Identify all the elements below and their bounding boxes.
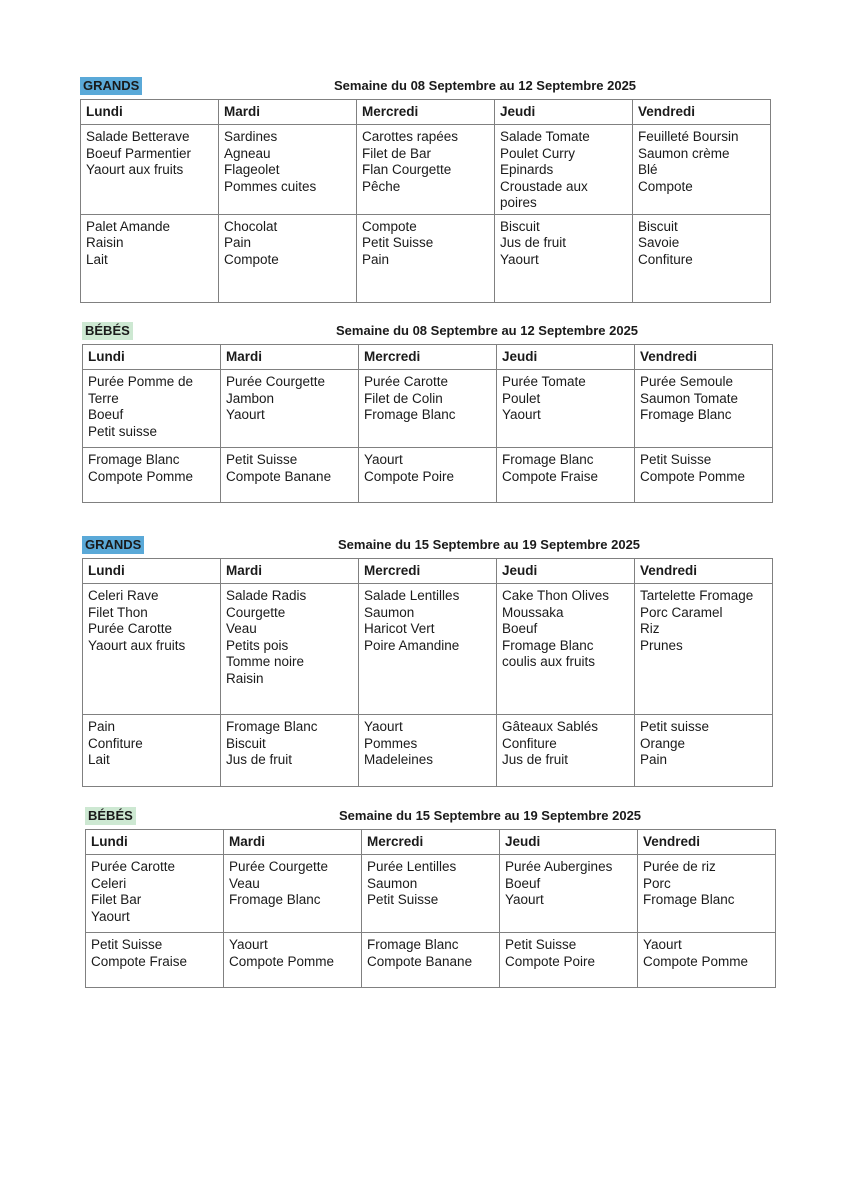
menu-item: Cake Thon Olives (502, 588, 610, 603)
meal-row (81, 125, 771, 215)
menu-cell (224, 933, 362, 988)
menu-item: Pain (224, 235, 252, 250)
day-header: Lundi (81, 100, 219, 125)
menu-item: Yaourt (364, 719, 403, 734)
menu-item: Poulet (502, 390, 541, 406)
menu-cell (635, 715, 773, 787)
menu-item: Agneau (224, 145, 271, 161)
menu-item: Compote (638, 178, 693, 194)
menu-item: Confiture (638, 251, 693, 267)
week-title: Semaine du 08 Septembre au 12 Septembre 2025 (336, 323, 639, 338)
day-header: Lundi (83, 559, 221, 584)
menu-item: Petit suisse (640, 719, 710, 734)
menu-cell (638, 933, 776, 988)
menu-item: Purée Lentilles (367, 859, 457, 874)
menu-cell (359, 448, 497, 503)
menu-item: Veau (226, 621, 257, 636)
menu-item: Jambon (226, 390, 275, 406)
menu-item: Porc (643, 875, 671, 891)
menu-item: Salade Tomate (500, 129, 590, 144)
menu-item: Croustade aux poires (500, 178, 588, 210)
menu-item: Sardines (224, 129, 278, 144)
menu-item: Purée Carotte (364, 374, 449, 389)
menu-item: Yaourt (505, 892, 544, 907)
menu-cell (633, 125, 771, 215)
menu-item: Courgette (226, 604, 286, 620)
menu-item: Purée Courgette (226, 374, 326, 389)
menu-cell (83, 370, 221, 448)
menu-item: Compote Fraise (502, 468, 599, 484)
menu-item: Filet de Bar (362, 145, 432, 161)
menu-item: Compote Banane (367, 953, 473, 969)
menu-cell (635, 448, 773, 503)
menu-item: Boeuf (505, 875, 541, 891)
menu-item: Saumon Tomate (640, 390, 739, 406)
menu-item: coulis aux fruits (502, 654, 596, 669)
menu-item: Poire Amandine (364, 637, 460, 653)
menu-item: Petit Suisse (505, 937, 577, 952)
menu-item: Pain (640, 752, 668, 767)
menu-cell (83, 584, 221, 715)
menu-item: Pommes cuites (224, 178, 317, 194)
menu-item: Epinards (500, 162, 554, 177)
menu-cell (500, 855, 638, 933)
menu-item: Compote Banane (226, 468, 332, 484)
menu-item: Yaourt (364, 452, 403, 467)
menu-cell (86, 933, 224, 988)
table-header-row (86, 830, 776, 855)
menu-item: Compote Poire (505, 953, 596, 969)
day-header: Mercredi (357, 100, 495, 125)
table-header-row (83, 345, 773, 370)
menu-item: Prunes (640, 637, 683, 653)
menu-item: Salade Lentilles (364, 588, 460, 603)
menu-item: Petit Suisse (640, 452, 712, 467)
menu-item: Savoie (638, 235, 680, 250)
menu-cell (357, 214, 495, 302)
menu-item: Yaourt (502, 407, 541, 422)
day-header: Lundi (83, 345, 221, 370)
menu-cell (359, 715, 497, 787)
menu-item: Lait (86, 251, 108, 267)
menu-item: Boeuf Parmentier (86, 145, 192, 161)
menu-item: Flageolet (224, 162, 280, 177)
menu-item: Madeleines (364, 752, 434, 767)
menu-cell (86, 855, 224, 933)
menu-item: Yaourt (229, 937, 268, 952)
menu-item: Orange (640, 735, 686, 751)
menu-cell (219, 125, 357, 215)
menu-item: Purée de riz (643, 859, 716, 874)
menu-item: Saumon crème (638, 145, 730, 161)
day-header: Vendredi (633, 100, 771, 125)
menu-item: Compote Pomme (640, 468, 746, 484)
menu-item: Filet de Colin (364, 390, 443, 406)
day-header: Mardi (224, 830, 362, 855)
menu-section (82, 536, 772, 767)
meal-row (86, 855, 776, 933)
menu-item: Riz (640, 621, 660, 636)
week-title: Semaine du 15 Septembre au 19 Septembre 2025 (338, 537, 641, 552)
menu-item: Tartelette Fromage (640, 588, 754, 603)
menu-cell (362, 855, 500, 933)
menu-table (85, 829, 776, 988)
menu-cell (221, 448, 359, 503)
menu-item: Raisin (226, 670, 264, 686)
menu-item: Carottes rapées (362, 129, 459, 144)
week-title: Semaine du 15 Septembre au 19 Septembre 2025 (339, 808, 642, 823)
menu-item: Purée Pomme de Terre (88, 374, 194, 406)
menu-cell (221, 715, 359, 787)
menu-item: Pêche (362, 178, 401, 194)
menu-item: Biscuit (226, 735, 266, 751)
menu-item: Purée Carotte (91, 859, 176, 874)
menu-item: Lait (88, 752, 110, 767)
day-header: Jeudi (497, 559, 635, 584)
menu-item: Compote (362, 218, 417, 234)
snack-row (86, 933, 776, 988)
menu-item: Yaourt aux fruits (86, 162, 184, 177)
menu-cell (83, 715, 221, 787)
menu-item: Compote (224, 251, 279, 267)
menu-cell (635, 370, 773, 448)
table-header-row (81, 100, 771, 125)
menu-item: Petit Suisse (226, 452, 298, 467)
menu-item: Fromage Blanc (643, 892, 735, 907)
day-header: Mardi (219, 100, 357, 125)
menu-item: Jus de fruit (502, 752, 569, 767)
menu-item: Fromage Blanc (88, 452, 180, 467)
menu-item: Boeuf (502, 621, 538, 636)
menu-section (82, 322, 772, 484)
day-header: Jeudi (497, 345, 635, 370)
menu-item: Petit Suisse (91, 937, 163, 952)
menu-item: Porc Caramel (640, 604, 723, 620)
day-header: Vendredi (635, 345, 773, 370)
menu-item: Fromage Blanc (640, 407, 732, 422)
snack-row (81, 214, 771, 302)
day-header: Mercredi (359, 559, 497, 584)
menu-item: Fromage Blanc (226, 719, 318, 734)
menu-item: Jus de fruit (226, 752, 293, 767)
menu-section (80, 77, 770, 267)
table-header-row (83, 559, 773, 584)
menu-cell (357, 125, 495, 215)
menu-cell (497, 370, 635, 448)
menu-cell (221, 370, 359, 448)
group-label: GRANDS (80, 77, 142, 95)
menu-item: Poulet Curry (500, 145, 576, 161)
menu-item: Petit suisse (88, 423, 158, 439)
menu-item: Veau (229, 875, 260, 891)
meal-row (83, 370, 773, 448)
menu-table (82, 558, 773, 787)
menu-item: Pommes (364, 735, 418, 751)
menu-item: Petit Suisse (367, 892, 439, 907)
menu-item: Petit Suisse (362, 235, 434, 250)
menu-item: Boeuf (88, 407, 124, 422)
menu-section (85, 807, 775, 969)
menu-cell (500, 933, 638, 988)
menu-item: Flan Courgette (362, 162, 452, 177)
day-header: Jeudi (495, 100, 633, 125)
day-header: Vendredi (635, 559, 773, 584)
group-label: GRANDS (82, 536, 144, 554)
menu-item: Jus de fruit (500, 235, 567, 250)
menu-cell (635, 584, 773, 715)
menu-cell (221, 584, 359, 715)
week-title: Semaine du 08 Septembre au 12 Septembre 2025 (334, 78, 637, 93)
menu-cell (497, 584, 635, 715)
menu-cell (362, 933, 500, 988)
menu-item: Fromage Blanc (229, 892, 321, 907)
menu-item: Confiture (88, 735, 143, 751)
menu-item: Purée Aubergines (505, 859, 613, 874)
menu-item: Tomme noire (226, 654, 305, 669)
menu-cell (495, 125, 633, 215)
menu-item: Palet Amande (86, 218, 171, 234)
menu-item: Pain (362, 251, 390, 267)
menu-table (82, 344, 773, 503)
menu-cell (497, 715, 635, 787)
menu-item: Purée Semoule (640, 374, 734, 389)
snack-row (83, 715, 773, 787)
menu-item: Raisin (86, 235, 124, 250)
menu-cell (81, 214, 219, 302)
menu-item: Compote Pomme (643, 953, 749, 969)
group-label: BÉBÉS (82, 322, 133, 340)
day-header: Mercredi (359, 345, 497, 370)
menu-item: Pain (88, 719, 116, 734)
menu-item: Yaourt (226, 407, 265, 422)
menu-item: Compote Pomme (229, 953, 335, 969)
menu-item: Yaourt aux fruits (88, 637, 186, 653)
menu-item: Compote Poire (364, 468, 455, 484)
snack-row (83, 448, 773, 503)
menu-item: Biscuit (638, 218, 678, 234)
menu-item: Purée Carotte (88, 621, 173, 636)
menu-cell (495, 214, 633, 302)
meal-row (83, 584, 773, 715)
menu-item: Haricot Vert (364, 621, 435, 636)
menu-item: Chocolat (224, 218, 278, 234)
menu-table (80, 99, 771, 303)
menu-cell (224, 855, 362, 933)
day-header: Jeudi (500, 830, 638, 855)
menu-item: Filet Thon (88, 604, 148, 620)
menu-item: Saumon (367, 875, 418, 891)
menu-cell (359, 370, 497, 448)
day-header: Mercredi (362, 830, 500, 855)
menu-cell (497, 448, 635, 503)
menu-item: Purée Courgette (229, 859, 329, 874)
menu-cell (83, 448, 221, 503)
menu-item: Celeri Rave (88, 588, 159, 603)
menu-item: Feuilleté Boursin (638, 129, 739, 144)
menu-item: Gâteaux Sablés (502, 719, 599, 734)
menu-item: Filet Bar (91, 892, 142, 907)
menu-item: Salade Betterave (86, 129, 190, 144)
menu-item: Purée Tomate (502, 374, 586, 389)
menu-item: Fromage Blanc (364, 407, 456, 422)
day-header: Vendredi (638, 830, 776, 855)
menu-item: Biscuit (500, 218, 540, 234)
menu-item: Fromage Blanc (502, 637, 594, 653)
day-header: Mardi (221, 559, 359, 584)
menu-item: Yaourt (500, 251, 539, 267)
group-label: BÉBÉS (85, 807, 136, 825)
menu-item: Compote Pomme (88, 468, 194, 484)
menu-item: Celeri (91, 875, 127, 891)
menu-item: Yaourt (643, 937, 682, 952)
menu-item: Yaourt (91, 908, 130, 924)
menu-item: Fromage Blanc (367, 937, 459, 952)
menu-item: Compote Fraise (91, 953, 188, 969)
menu-item: Moussaka (502, 604, 564, 620)
menu-cell (81, 125, 219, 215)
menu-item: Confiture (502, 735, 557, 751)
menu-cell (638, 855, 776, 933)
menu-item: Petits pois (226, 637, 289, 653)
day-header: Mardi (221, 345, 359, 370)
menu-item: Blé (638, 162, 658, 177)
menu-cell (359, 584, 497, 715)
menu-cell (219, 214, 357, 302)
menu-item: Salade Radis (226, 588, 307, 603)
day-header: Lundi (86, 830, 224, 855)
menu-item: Saumon (364, 604, 415, 620)
menu-cell (633, 214, 771, 302)
menu-item: Fromage Blanc (502, 452, 594, 467)
